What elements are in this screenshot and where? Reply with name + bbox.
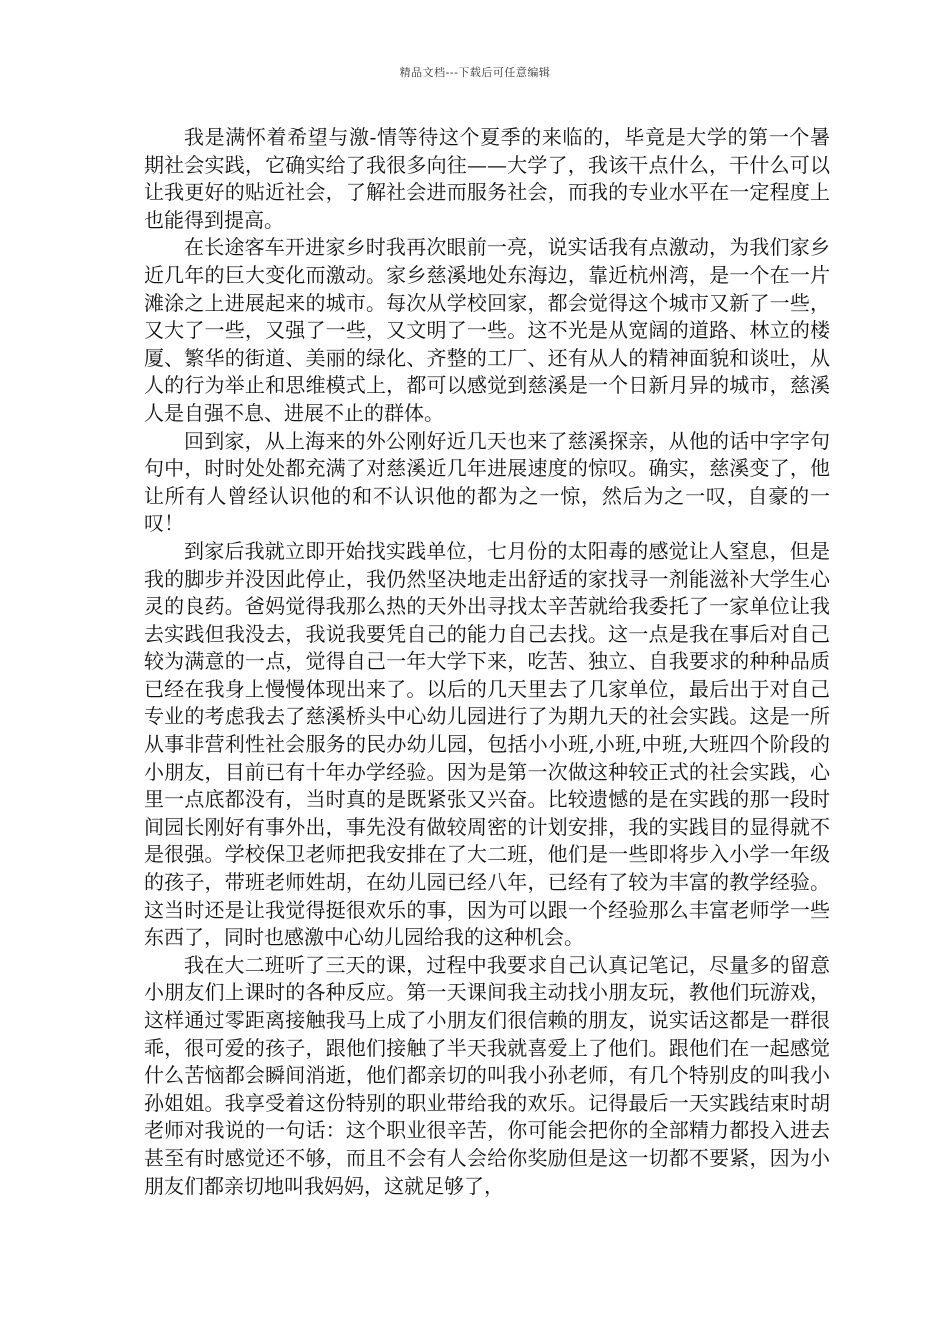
- paragraph-1: 我是满怀着希望与激-情等待这个夏季的来临的，毕竟是大学的第一个暑期社会实践，它确实给了我很多向往——大学了，我该干点什么，干什么可以让我更好的贴近社会，了解社会进而服务社会，而我的专业水平在一定程度上也能得到提高。: [144, 125, 830, 232]
- paragraph-2: 在长途客车开进家乡时我再次眼前一亮，说实话我有点激动，为我们家乡近几年的巨大变化而激动。家乡慈溪地处东海边，靠近杭州湾，是一个在一片滩涂之上进展起来的城市。每次从学校回家，都会觉得这个城市又新了一些，又大了一些，又强了一些，又文明了一些。这不光是从宽阔的道路、林立的楼厦、繁华的街道、美丽的绿化、齐整的工厂、还有从人的精神面貌和谈吐，从人的行为举止和思维模式上，都可以感觉到慈溪是一个日新月异的城市，慈溪人是自强不息、进展不止的群体。: [144, 235, 830, 425]
- document-body: [144, 124, 830, 1200]
- paragraph-4: 到家后我就立即开始找实践单位，七月份的太阳毒的感觉让人窒息，但是我的脚步并没因此停止，我仍然坚决地走出舒适的家找寻一剂能滋补大学生心灵的良药。爸妈觉得我那么热的天外出寻找太辛苦就给我委托了一家单位让我去实践但我没去，我说我要凭自己的能力自己去找。这一点是我在事后对自己较为满意的一点，觉得自己一年大学下来，吃苦、独立、自我要求的种种品质已经在我身上慢慢体现出来了。以后的几天里去了几家单位，最后出于对自己专业的考虑我去了慈溪桥头中心幼儿园进行了为期九天的社会实践。这是一所从事非营利性社会服务的民办幼儿园，包括小小班,小班,中班,大班四个阶段的小朋友，目前已有十年办学经验。因为是第一次做这种较正式的社会实践，心里一点底都没有，当时真的是既紧张又兴奋。比较遗憾的是在实践的那一段时间园长刚好有事外出，事先没有做较周密的计划安排，我的实践目的显得就不是很强。学校保卫老师把我安排在了大二班，他们是一些即将步入小学一年级的孩子，带班老师姓胡，在幼儿园已经八年，已经有了较为丰富的教学经验。这当时还是让我觉得挺很欢乐的事，因为可以跟一个经验那么丰富老师学一些东西了，同时也感激中心幼儿园给我的这种机会。: [144, 538, 830, 950]
- paragraph-3: 回到家，从上海来的外公刚好近几天也来了慈溪探亲，从他的话中字字句句中，时时处处都充满了对慈溪近几年进展速度的惊叹。确实，慈溪变了，他让所有人曾经认识他的和不认识他的都为之一惊，然后为之一叹，自豪的一叹！: [144, 428, 830, 536]
- paragraph-5: 我在大二班听了三天的课，过程中我要求自己认真记笔记，尽量多的留意小朋友们上课时的各种反应。第一天课间我主动找小朋友玩，教他们玩游戏，这样通过零距离接触我马上成了小朋友们很信赖的朋友，说实话这都是一群很乖，很可爱的孩子，跟他们接触了半天我就喜爱上了他们。跟他们在一起感觉什么苦恼都会瞬间消逝，他们都亲切的叫我小孙老师，有几个特别皮的叫我小孙姐姐。我享受着这份特别的职业带给我的欢乐。记得最后一天实践结束时胡老师对我说的一句话：这个职业很辛苦，你可能会把你的全部精力都投入进去甚至有时感觉还不够，而且不会有人会给你奖励但是这一切都不要紧，因为小朋友们都亲切地叫我妈妈，这就足够了，: [144, 952, 830, 1198]
- page-header: 精品文档---下载后可任意编辑: [399, 66, 551, 79]
